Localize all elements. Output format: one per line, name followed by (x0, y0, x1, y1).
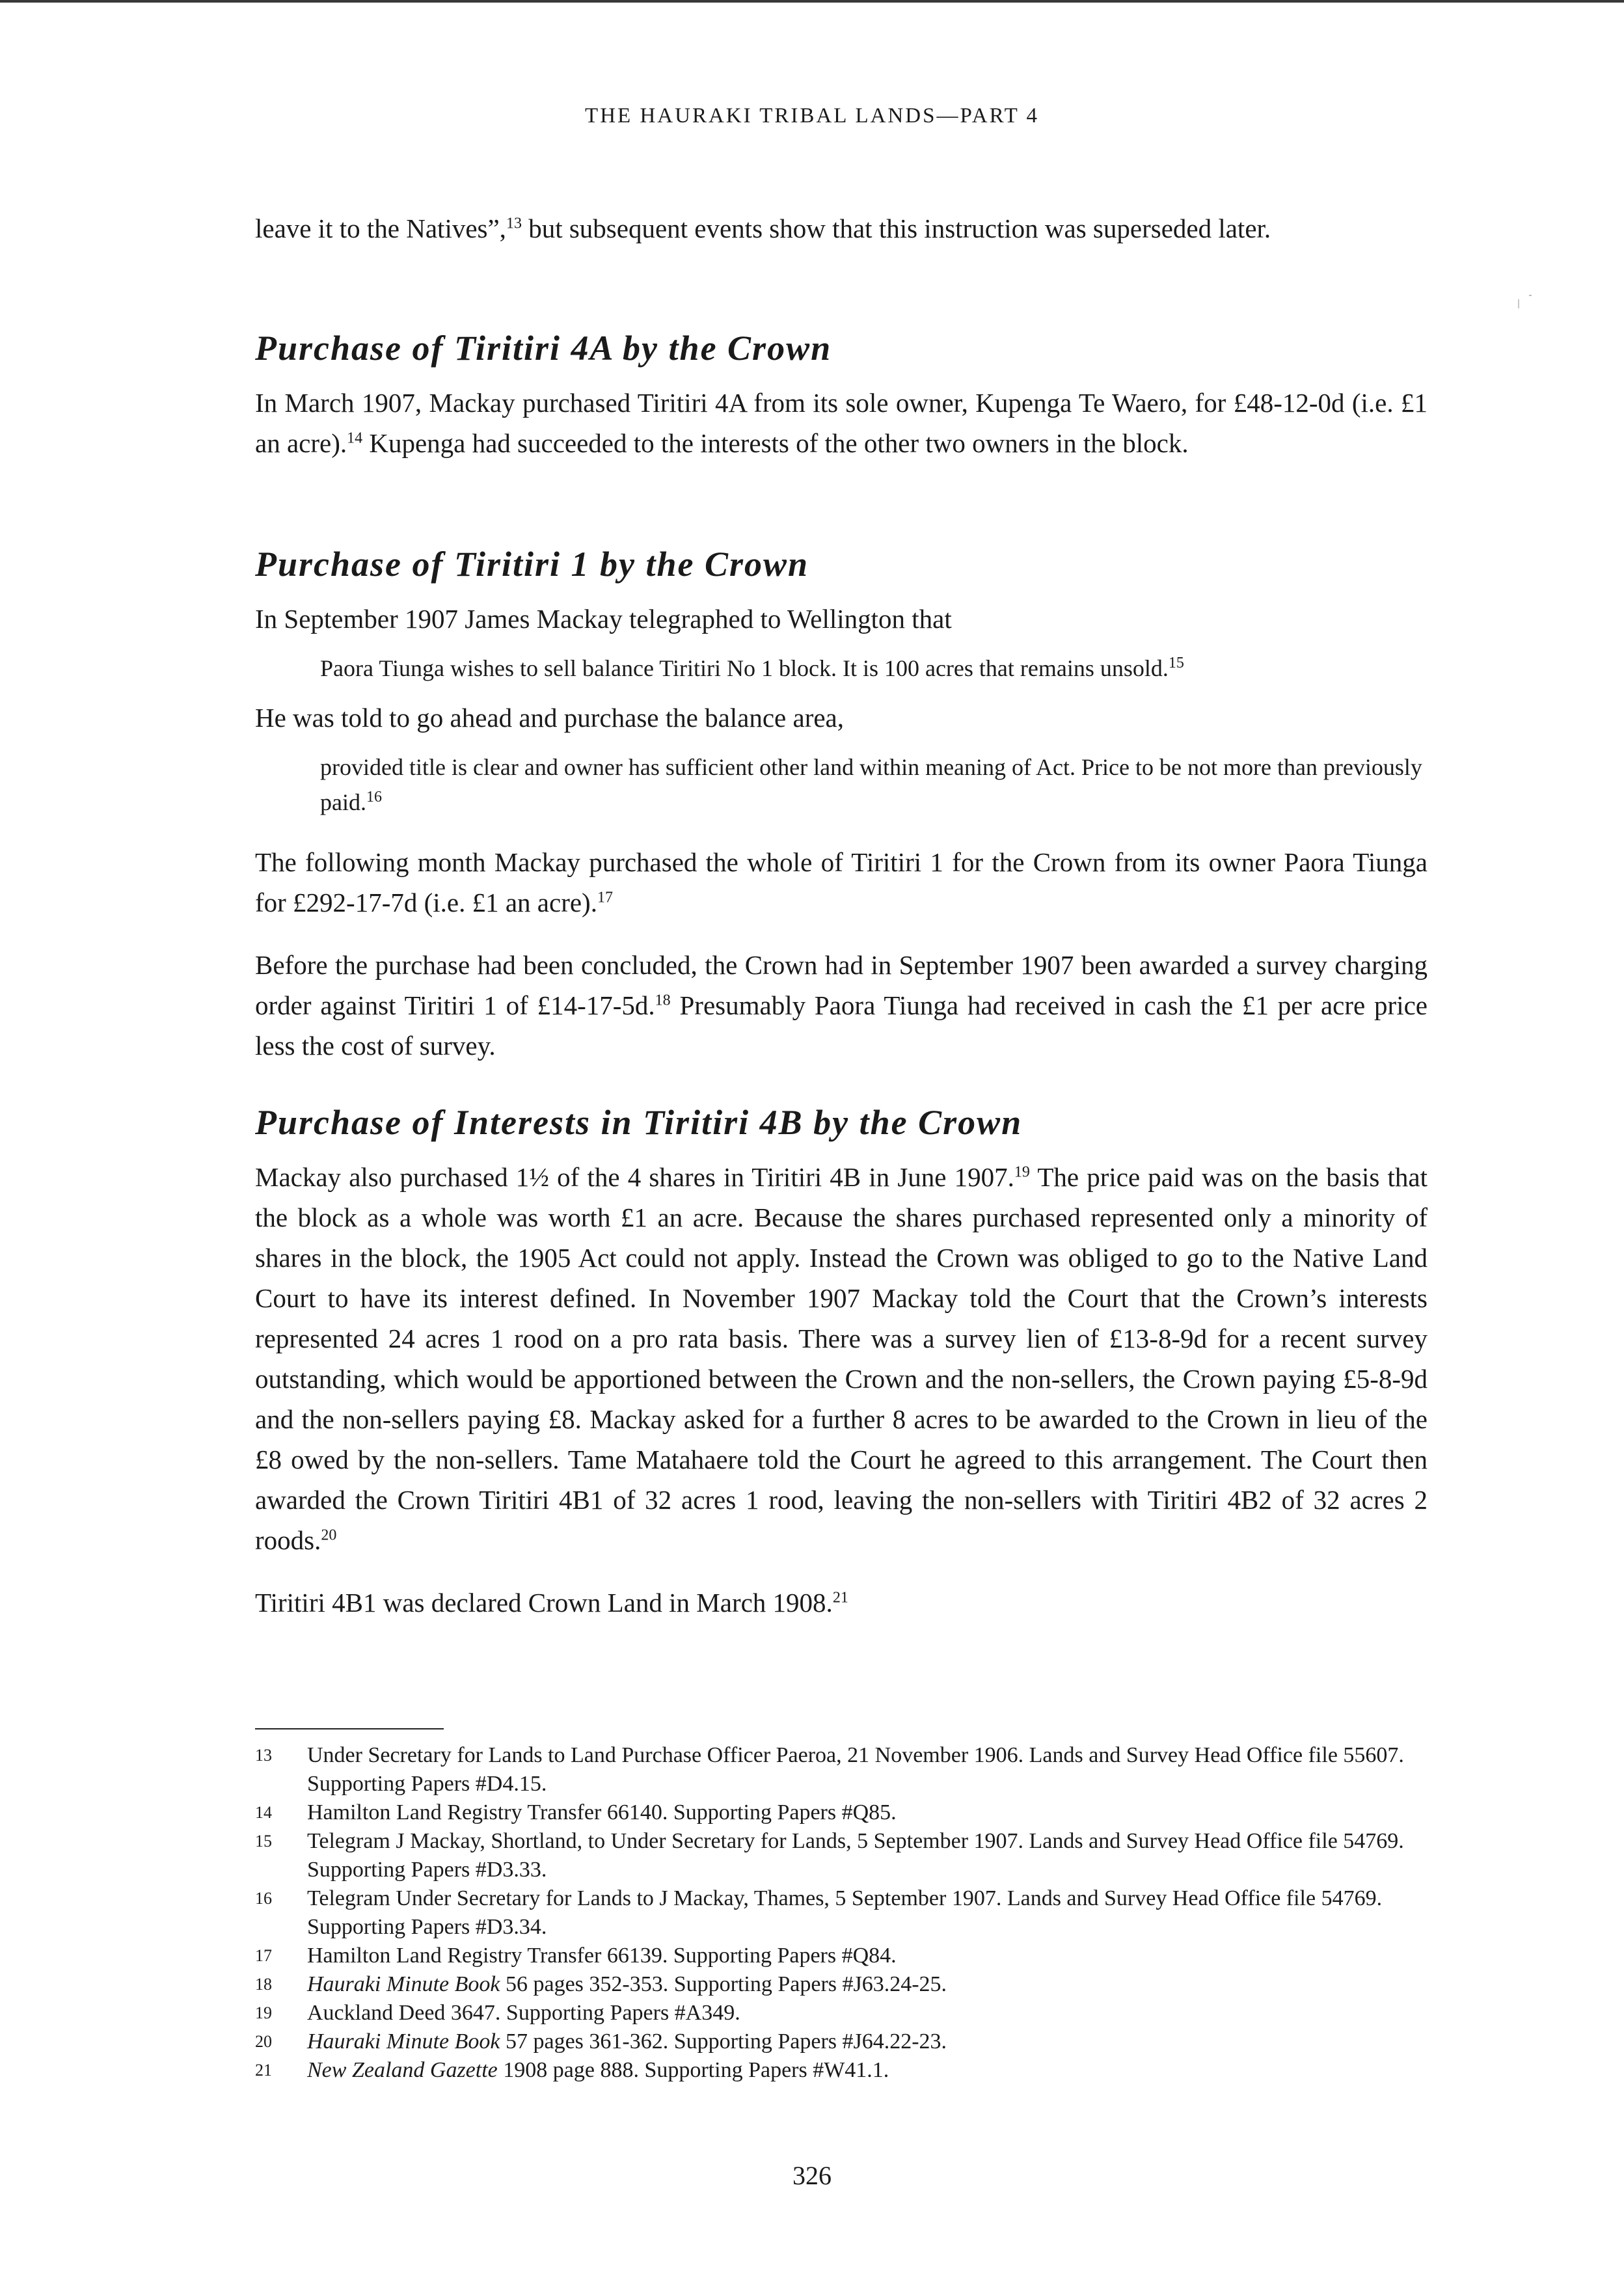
footnote-number: 14 (255, 1803, 272, 1822)
main-text (255, 208, 1428, 271)
footnote-number: 19 (255, 2003, 272, 2022)
section-heading: Purchase of Tiritiri 4A by the Crown (255, 329, 832, 368)
block-quote (320, 651, 1428, 686)
lead-text: In September 1907 James Mackay telegraphed to Wellington that (255, 604, 952, 634)
text-run: The following month Mackay purchased the whole of Tiritiri 1 for the Crown from its owner Paora Tiunga for £292-17-7d (i.e. £1 an acre). (255, 847, 1428, 917)
text-run: Presumably Paora Tiunga had received in cash the £1 per acre price less the cost of survey. (255, 990, 1428, 1061)
footnote (255, 2027, 1428, 2056)
footnote (255, 1942, 1428, 1970)
section-heading: Purchase of Interests in Tiritiri 4B by the Crown (255, 1103, 1023, 1142)
footnote (255, 1798, 1428, 1827)
text-run: Tiritiri 4B1 was declared Crown Land in March 1908. (255, 1588, 833, 1618)
footnote-ref: 14 (347, 429, 363, 447)
text-run: In March 1907, Mackay purchased Tiritiri 4A from its sole owner, Kupenga Te Waero, for £48-12-0d (i.e. £1 an acre). (255, 388, 1428, 458)
footnote-ref: 21 (832, 1589, 848, 1607)
footnote-number: 18 (255, 1975, 272, 1994)
running-head: THE HAURAKI TRIBAL LANDS—PART 4 (585, 104, 1039, 128)
footnote-rule (255, 1728, 444, 1729)
paragraph (255, 383, 1428, 463)
text-run: but subsequent events show that this instruction was superseded later. (521, 213, 1271, 243)
book-title: Hauraki Minute Book (307, 1972, 500, 1996)
footnote-number: 17 (255, 1946, 272, 1965)
text-run: 57 pages 361-362. Supporting Papers #J64.22-23. (500, 2029, 947, 2054)
section-tiritiri-1 (255, 541, 1428, 1088)
footnote (255, 1884, 1428, 1942)
footnote-text (307, 1970, 1428, 1999)
footnote-text (307, 2027, 1428, 2056)
footnote (255, 1741, 1428, 1798)
block-quote (320, 750, 1428, 820)
footnotes (255, 1741, 1428, 2085)
section-tiritiri-4b (255, 1100, 1428, 1645)
footnote-ref: 15 (1168, 655, 1184, 671)
scan-specks (1516, 286, 1532, 325)
footnote-ref: 18 (655, 992, 671, 1009)
text-run: leave it to the Natives”, (255, 213, 506, 243)
footnote-text (307, 2056, 1428, 2085)
text-run: Mackay also purchased 1½ of the 4 shares in Tiritiri 4B in June 1907. (255, 1162, 1014, 1192)
footnote-ref: 20 (321, 1526, 337, 1544)
scan-edge (0, 0, 1624, 3)
paragraph (255, 1582, 1428, 1623)
footnote-number: 20 (255, 2032, 272, 2051)
text-run: Before the purchase had been concluded, the Crown had in September 1907 been awarded a survey charging order against Tiritiri 1 of £14-17-5d. (255, 950, 1428, 1020)
footnote-ref: 17 (597, 889, 613, 906)
text-run: provided title is clear and owner has sufficient other land within meaning of Act. Price to be not more than previously paid. (320, 754, 1422, 815)
footnote (255, 1999, 1428, 2027)
text-run: 56 pages 352-353. Supporting Papers #J63.24-25. (500, 1972, 947, 1996)
footnote-number: 21 (255, 2061, 272, 2080)
footnote-text: Under Secretary for Lands to Land Purchase Officer Paeroa, 21 November 1906. Lands and Survey Head Office file 55607. Supporting Papers #D4.15. (307, 1743, 1404, 1796)
footnote-ref: 16 (366, 789, 382, 806)
paragraph (255, 945, 1428, 1066)
text-run: Paora Tiunga wishes to sell balance Tiritiri No 1 block. It is 100 acres that remains unsold. (320, 655, 1169, 681)
footnote-number: 16 (255, 1889, 272, 1908)
footnote (255, 2056, 1428, 2085)
footnote-ref: 19 (1014, 1163, 1030, 1181)
footnote-text: Telegram J Mackay, Shortland, to Under Secretary for Lands, 5 September 1907. Lands and Survey Head Office file 54769. Supporting Papers #D3.33. (307, 1829, 1404, 1882)
page-number: 326 (792, 2161, 832, 2190)
lead-text: He was told to go ahead and purchase the balance area, (255, 703, 845, 733)
paragraph (255, 1157, 1428, 1560)
footnote (255, 1827, 1428, 1884)
footnote (255, 1970, 1428, 1999)
section-heading: Purchase of Tiritiri 1 by the Crown (255, 545, 809, 584)
footnote-number: 15 (255, 1832, 272, 1851)
footnote-ref: 13 (506, 215, 522, 232)
footnote-text: Telegram Under Secretary for Lands to J Mackay, Thames, 5 September 1907. Lands and Survey Head Office file 54769. Supporting Papers #D3.34. (307, 1886, 1383, 1939)
section-tiritiri-4a (255, 325, 1428, 485)
footnote-text: Hamilton Land Registry Transfer 66139. Supporting Papers #Q84. (307, 1944, 897, 1968)
footnote-text: Hamilton Land Registry Transfer 66140. Supporting Papers #Q85. (307, 1800, 897, 1824)
intro-paragraph (255, 208, 1428, 249)
text-run: Kupenga had succeeded to the interests of the other two owners in the block. (362, 428, 1189, 458)
book-title: New Zealand Gazette (307, 2058, 498, 2082)
text-run: The price paid was on the basis that the block as a whole was worth £1 an acre. Because the shares purchased represented only a minority of shares in the block, the 1905 Act could not apply. Instead the Crown was obliged to go to the Native Land Court to have its interest defined. In November 1907 Mackay told the Court that the Crown’s interests represented 24 acres 1 rood on a pro rata basis. There was a survey lien of £13-8-9d for a recent survey outstanding, which would be apportioned between the Crown and the non-sellers, the Crown paying £5-8-9d and the non-sellers paying £8. Mackay asked for a further 8 acres to be awarded to the Crown in lieu of the £8 owed by the non-sellers. Tame Matahaere told the Court he agreed to this arrangement. The Court then awarded the Crown Tiritiri 4B1 of 32 acres 1 rood, leaving the non-sellers with Tiritiri 4B2 of 32 acres 2 roods. (255, 1162, 1428, 1555)
footnote-number: 13 (255, 1746, 272, 1765)
footnote-text: Auckland Deed 3647. Supporting Papers #A349. (307, 2001, 740, 2025)
book-title: Hauraki Minute Book (307, 2029, 500, 2054)
paragraph (255, 842, 1428, 923)
text-run: 1908 page 888. Supporting Papers #W41.1. (497, 2058, 889, 2082)
